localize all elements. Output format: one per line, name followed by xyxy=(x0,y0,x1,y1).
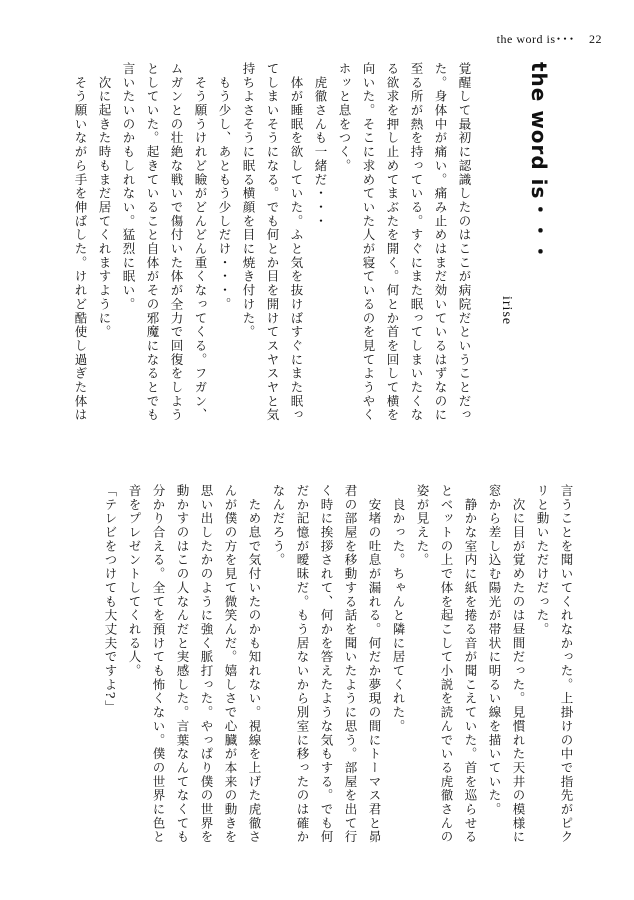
text-line: ホッと息をつく。 xyxy=(337,62,352,173)
story-title: the word is・・・ xyxy=(527,62,551,263)
text-line: 「テレビをつけても大丈夫ですよ?」 xyxy=(103,484,118,714)
text-line: 君の部屋を移動する話を聞いたように思う。部屋を出て行 xyxy=(343,484,358,844)
text-line: 音をプレゼントしてくれる人。 xyxy=(127,484,142,678)
text-line: 思い出したかのように強く脈打った。やっぱり僕の世界を xyxy=(199,484,214,844)
text-line: としていた。起きていること自体がその邪魔になるとでも xyxy=(145,62,160,422)
text-line: 持ちよさそうに眠る横顔を目に焼き付けた。 xyxy=(241,62,256,339)
text-line: 窓から差し込む陽光が帯状に明るい線を描いていた。 xyxy=(487,484,502,817)
running-title: the word is･･･ xyxy=(496,32,575,46)
text-line: く時に挨拶されて、何かを答えたような気もする。でも何 xyxy=(319,484,334,844)
text-line: んが僕の方を見て微笑んだ。嬉しさで心臓が本来の動きを xyxy=(223,484,238,844)
text-line: てしまいそうになる。でも何とか目を開けてスヤスヤと気 xyxy=(265,62,280,422)
page-number: 22 xyxy=(589,32,602,46)
text-line: 言いたいのかもしれない。猛烈に眠い。 xyxy=(121,62,136,312)
text-line: 次に起きた時もまだ居てくれますように。 xyxy=(97,62,112,339)
text-line: もう少し、あともう少しだけ・・・。 xyxy=(217,62,232,312)
text-line: 虎徹さんも一緒だ・・・ xyxy=(313,62,328,229)
text-line: リと動いただけだった。 xyxy=(535,484,550,637)
text-line: 安堵の吐息が漏れる。何だか夢現の間にトーマス君と昴 xyxy=(367,484,382,844)
text-line: だか記憶が曖昧だ。もう居ないから別室に移ったのは確か xyxy=(295,484,310,844)
story-author: irise xyxy=(499,296,514,326)
text-line: 次に目が覚めたのは昼間だった。見慣れた天井の模様に xyxy=(511,484,526,844)
text-line: た。身体中が痛い。痛み止めはまだ効いているはずなのに xyxy=(433,62,448,422)
text-line: ムガンとの壮絶な戦いで傷付いた体が全力で回復をしよう xyxy=(169,62,184,422)
text-line: 姿が見えた。 xyxy=(415,484,430,568)
text-line: 良かった。ちゃんと隣に居てくれた。 xyxy=(391,484,406,734)
text-line: 至る所が熱を持っている。すぐにまた眠ってしまいたくな xyxy=(409,62,424,422)
text-line: そう願いながら手を伸ばした。けれど酷使し過ぎた体は xyxy=(73,62,88,422)
text-line: 分かり合える。全てを預けても怖くない。僕の世界に色と xyxy=(151,484,166,844)
text-line: なんだろう。 xyxy=(271,484,286,568)
text-line: 体が睡眠を欲していた。ふと気を抜けばすぐにまた眠っ xyxy=(289,62,304,422)
text-line: 動かすのはこの人なんだと実感した。言葉なんてなくても xyxy=(175,484,190,844)
text-line: とベットの上で体を起こして小説を読んでいる虎徹さんの xyxy=(439,484,454,844)
text-line: 覚醒して最初に認識したのはここが病院だということだっ xyxy=(457,62,472,422)
running-header xyxy=(497,30,602,47)
body-text-upper xyxy=(68,62,476,422)
text-line: る欲求を押し止めてまぶたを開く。何とか首を回して横を xyxy=(385,62,400,422)
body-text-lower xyxy=(84,484,578,844)
text-line: ため息で気付いたのかも知れない。視線を上げた虎徹さ xyxy=(247,484,262,844)
text-line: 向いた。そこに求めていた人が寝ているのを見てようやく xyxy=(361,62,376,422)
text-line: そう願うけれど瞼がどんどん重くなってくる。フガン、 xyxy=(193,62,208,422)
text-line: 言うことを聞いてくれなかった。上掛けの中で指先がピク xyxy=(559,484,574,844)
text-line: 静かな室内に紙を捲る音が聞こえていた。首を巡らせる xyxy=(463,484,478,844)
